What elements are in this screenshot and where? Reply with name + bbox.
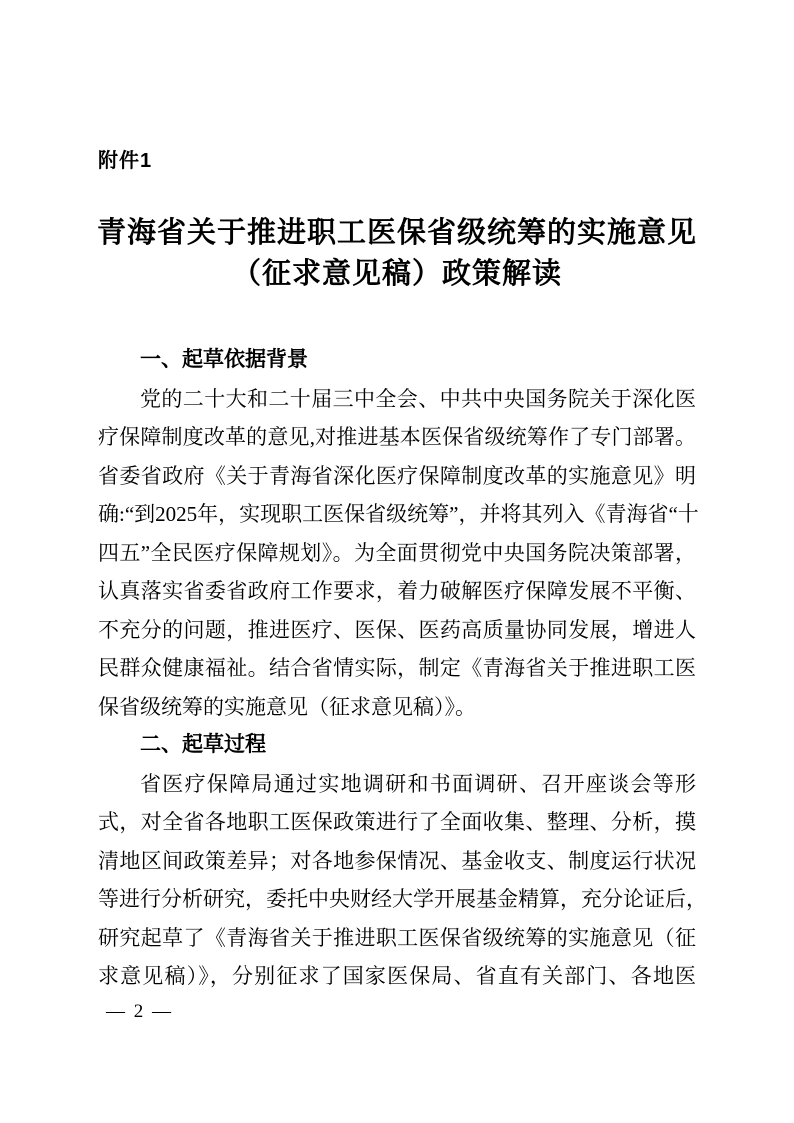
body-line: 研究起草了《青海省关于推进职工医保省级统筹的实施意见（征 — [98, 925, 696, 950]
body-line: 确:“到2025年，实现职工医保省级统筹”，并将其列入《青海省“十 — [98, 502, 699, 526]
body-line: 四五”全民医疗保障规划》。为全面贯彻党中央国务院决策部署， — [98, 540, 696, 565]
body-line: 省医疗保障局通过实地调研和书面调研、召开座谈会等形 — [140, 771, 696, 796]
page-number: — 2 — — [106, 1001, 173, 1022]
body-line: 求意见稿）》，分别征求了国家医保局、省直有关部门、各地医 — [98, 964, 696, 988]
section-heading: 一、起草依据背景 — [140, 348, 308, 371]
attachment-label: 附件1 — [98, 150, 153, 172]
section-heading: 二、起草过程 — [140, 733, 266, 756]
body-line: 清地区间政策差异；对各地参保情况、基金收支、制度运行状况 — [98, 848, 696, 873]
document-title-line-2: （征求意见稿）政策解读 — [231, 258, 562, 290]
document-body — [98, 341, 707, 996]
document-title-line-1: 青海省关于推进职工医保省级统筹的实施意见 — [96, 217, 697, 249]
body-line: 党的二十大和二十届三中全会、中共中央国务院关于深化医 — [140, 386, 696, 411]
body-line: 式，对全省各地职工医保政策进行了全面收集、整理、分析，摸 — [98, 810, 696, 834]
body-line: 疗保障制度改革的意见,对推进基本医保省级统筹作了专门部署。 — [98, 425, 696, 449]
body-line: 省委省政府《关于青海省深化医疗保障制度改革的实施意见》明 — [98, 463, 696, 488]
body-line: 认真落实省委省政府工作要求，着力破解医疗保障发展不平衡、 — [98, 579, 696, 603]
body-line: 民群众健康福祉。结合省情实际，制定《青海省关于推进职工医 — [98, 656, 696, 680]
body-line: 等进行分析研究，委托中央财经大学开展基金精算，充分论证后， — [98, 887, 707, 911]
body-line: 不充分的问题，推进医疗、医保、医药高质量协同发展，增进人 — [98, 617, 696, 642]
document-title — [60, 213, 734, 295]
body-line: 保省级统筹的实施意见（征求意见稿）》。 — [98, 694, 476, 719]
